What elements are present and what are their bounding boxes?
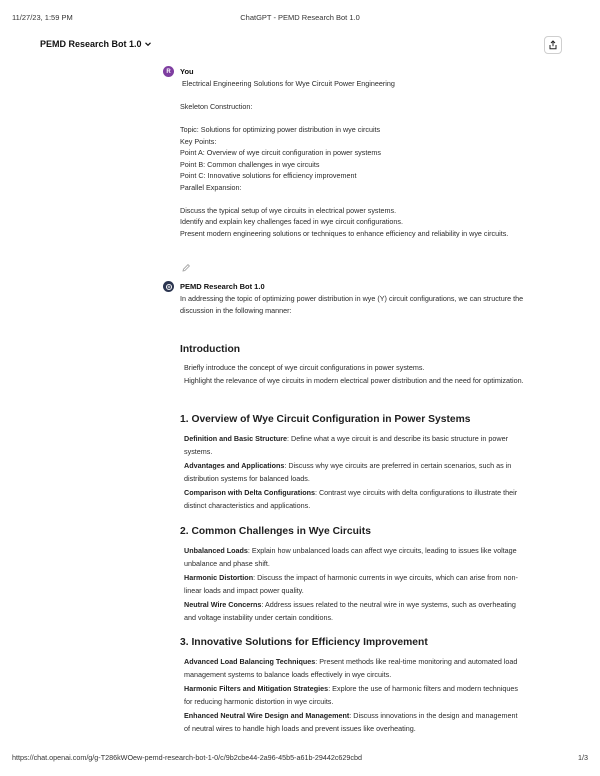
user-message-line: Skeleton Construction:: [180, 102, 253, 111]
item-label: Definition and Basic Structure: [184, 434, 288, 443]
user-message-body: [180, 78, 525, 239]
user-avatar: [163, 66, 174, 77]
section-item: [184, 361, 524, 374]
user-sender-name: You: [180, 67, 194, 76]
share-button[interactable]: [544, 36, 562, 54]
user-message-line: Point C: Innovative solutions for efficiency improvement: [180, 171, 357, 180]
section-heading: 1. Overview of Wye Circuit Configuration in Power Systems: [180, 414, 471, 425]
item-label: Advanced Load Balancing Techniques: [184, 657, 316, 666]
section-item: [184, 459, 524, 485]
item-text: : Explore the use of harmonic filters and modern techniques for reducing harmonic distortion in wye circuits.: [184, 684, 518, 706]
user-message-line: Parallel Expansion:: [180, 182, 242, 192]
bot-sender-name: PEMD Research Bot 1.0: [180, 282, 265, 291]
page-number: 1/3: [578, 753, 588, 762]
print-header: [12, 13, 588, 25]
item-label: Neutral Wire Concerns: [184, 600, 262, 609]
print-url: https://chat.openai.com/g/g-T286kWOew-pemd-research-bot-1-0/c/9b2cbe44-2a96-45b5-a61b-29442c629cbd: [12, 753, 362, 762]
user-message-line: Present modern engineering solutions or techniques to enhance efficiency and reliability in wye circuits.: [180, 228, 509, 238]
model-selector[interactable]: [40, 39, 152, 49]
user-message-line: Discuss the typical setup of wye circuits in electrical power systems.: [180, 205, 397, 215]
item-text: : Contrast wye circuits with delta configurations to illustrate their distinct characteristics and applications.: [184, 488, 518, 510]
user-message-line: Topic: Solutions for optimizing power distribution in wye circuits: [180, 125, 381, 134]
section-item: [184, 709, 524, 735]
item-text: : Discuss why wye circuits are preferred in certain scenarios, such as in distribution systems for balanced loads.: [184, 461, 512, 483]
section-heading: 2. Common Challenges in Wye Circuits: [180, 526, 371, 537]
pencil-icon[interactable]: [181, 263, 191, 273]
user-message-line: Identify and explain key challenges faced in wye circuit configurations.: [180, 217, 403, 226]
section-item: [184, 432, 524, 458]
item-text: : Discuss the impact of harmonic currents in wye circuits, which can arise from non-linear loads and impact power quality.: [184, 573, 518, 595]
section-item: [184, 374, 524, 387]
user-message-line: Electrical Engineering Solutions for Wye Circuit Power Engineering: [182, 79, 395, 88]
item-label: Comparison with Delta Configurations: [184, 488, 315, 497]
bot-intro: In addressing the topic of optimizing power distribution in wye (Y) circuit configurations, we can structure the discussion in the following manner:: [180, 294, 524, 315]
item-text: : Define what a wye circuit is and describe its basic structure in power systems.: [184, 434, 508, 456]
user-avatar-initial: R: [166, 68, 171, 75]
item-label: Advantages and Applications: [184, 461, 285, 470]
item-text: : Address issues related to the neutral wire in wye systems, such as overheating and voltage instability under certain conditions.: [184, 600, 516, 622]
section-heading: Introduction: [180, 344, 241, 355]
print-title: ChatGPT - PEMD Research Bot 1.0: [240, 13, 360, 22]
section-heading: 3. Innovative Solutions for Efficiency Improvement: [180, 637, 428, 648]
bot-avatar: [163, 281, 174, 292]
section-item: [184, 544, 524, 570]
print-date: 11/27/23, 1:59 PM: [12, 13, 73, 22]
bot-message: [163, 281, 525, 733]
item-text: : Explain how unbalanced loads can affect wye circuits, leading to issues like voltage unbalance and phase shift.: [184, 546, 517, 568]
print-footer: [12, 753, 588, 763]
bot-message-body: [180, 293, 525, 733]
item-text: : Discuss innovations in the design and management of neutral wires to handle high loads and prevent issues like overheating.: [184, 711, 518, 733]
item-label: Unbalanced Loads: [184, 546, 248, 555]
model-selector-label: PEMD Research Bot 1.0: [40, 39, 142, 49]
item-label: Enhanced Neutral Wire Design and Management: [184, 711, 350, 720]
chevron-down-icon: [144, 40, 152, 48]
bot-avatar-icon: [165, 283, 173, 291]
item-text: : Present methods like real-time monitoring and automated load management systems to balance loads effectively in wye circuits.: [184, 657, 518, 679]
item-label: Harmonic Distortion: [184, 573, 254, 582]
section-item: [184, 598, 524, 624]
user-message-line: Point B: Common challenges in wye circuits: [180, 159, 320, 169]
section-item: [184, 655, 524, 681]
share-icon: [548, 40, 558, 50]
item-label: Harmonic Filters and Mitigation Strategies: [184, 684, 329, 693]
user-message-line: Point A: Overview of wye circuit configuration in power systems: [180, 148, 381, 157]
item-text: Highlight the relevance of wye circuits in modern electrical power distribution and the need for optimization.: [184, 376, 524, 385]
app-header: [40, 36, 562, 56]
section-item: [184, 486, 524, 512]
item-text: Briefly introduce the concept of wye circuit configurations in power systems.: [184, 363, 425, 372]
user-message: [163, 66, 525, 276]
section-item: [184, 571, 524, 597]
user-message-line: Key Points:: [180, 136, 217, 146]
section-item: [184, 682, 524, 708]
